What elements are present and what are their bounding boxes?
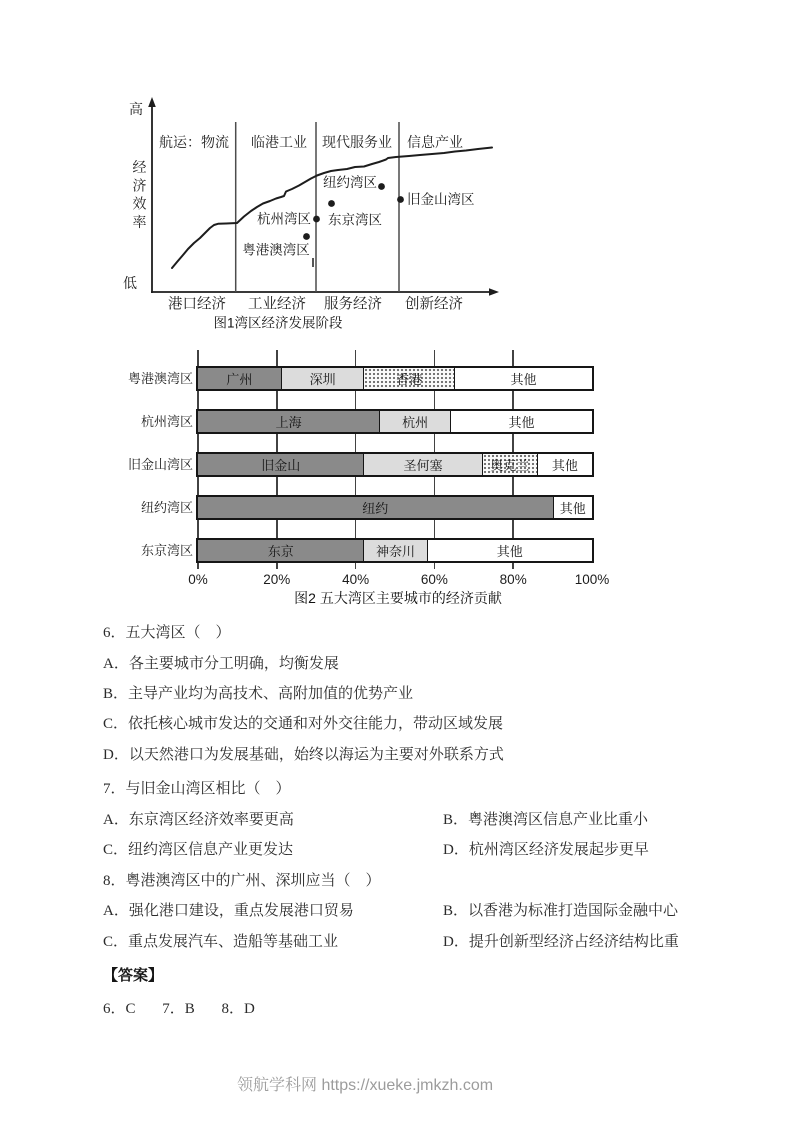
stage-label-4: 创新经济: [405, 296, 463, 313]
bar-tokyo-bay: [196, 538, 594, 563]
y-axis-high-label: 高: [129, 101, 143, 117]
segment-hangzhou-bay-hangzhou: 杭州: [379, 411, 450, 432]
figure2-caption: 图2 五大湾区主要城市的经济贡献: [294, 590, 502, 606]
bar-greater-bay: [196, 366, 594, 391]
zone-label-4: 信息产业: [407, 134, 463, 150]
segment-greater-bay-shenzhen: 深圳: [281, 368, 364, 389]
segment-hangzhou-bay-other: 其他: [450, 411, 592, 432]
answer-q7: 7．B: [162, 1001, 195, 1017]
bar-row-label-greater-bay: 粤港澳湾区: [127, 371, 193, 386]
figure2-city-economic-contribution-chart: [100, 345, 610, 607]
data-point-label-new-york-bay: 纽约湾区: [323, 175, 377, 190]
answer-q6: 6．C: [103, 1001, 136, 1017]
question-8-option-a: A．强化港口建设，重点发展港口贸易: [103, 903, 354, 919]
figure1-plot: [120, 95, 515, 340]
bar-row-label-tokyo-bay: 东京湾区: [140, 543, 193, 558]
segment-san-francisco-bay-san-francisco: 旧金山: [198, 454, 363, 475]
x-tick-label-60%: 60%: [420, 572, 448, 587]
y-axis-title-char-2: 济: [132, 177, 147, 194]
data-point-tokyo-bay: [328, 200, 335, 207]
segment-tokyo-bay-other: 其他: [427, 540, 592, 561]
segment-greater-bay-hongkong: 香港: [363, 368, 454, 389]
data-point-greater-bay: [303, 233, 310, 240]
bar-hangzhou-bay: [196, 409, 594, 434]
development-curve: [172, 148, 492, 269]
bar-row-label-hangzhou-bay: 杭州湾区: [140, 414, 193, 429]
question-7-option-a: A．东京湾区经济效率要更高: [103, 812, 294, 828]
question-8-option-b: B．以香港为标准打造国际金融中心: [443, 903, 679, 919]
x-tick-label-20%: 20%: [263, 572, 291, 587]
figure1-bay-development-stage-chart: [120, 95, 515, 340]
data-point-new-york-bay: [378, 183, 385, 190]
question-8-option-c: C．重点发展汽车、造船等基础工业: [103, 934, 339, 950]
data-point-label-tokyo-bay: 东京湾区: [328, 212, 382, 228]
x-tick-label-40%: 40%: [342, 572, 370, 587]
data-point-hangzhou-bay: [313, 216, 320, 223]
segment-san-francisco-bay-san-jose: 圣何塞: [363, 454, 481, 475]
segment-new-york-bay-other: 其他: [553, 497, 592, 518]
stage-label-1: 港口经济: [168, 296, 226, 313]
zone-label-3: 现代服务业: [322, 134, 392, 150]
bar-san-francisco-bay: [196, 452, 594, 477]
bar-new-york-bay: [196, 495, 594, 520]
question-7-option-c: C．纽约湾区信息产业更发达: [103, 842, 294, 858]
x-tick-label-100%: 100%: [574, 572, 610, 587]
data-point-label-hangzhou-bay: 杭州湾区: [257, 211, 311, 227]
question-6-stem: 6．五大湾区（ ）: [103, 625, 231, 641]
question-6-option-b: B．主导产业均为高技术、高附加值的优势产业: [103, 686, 414, 702]
question-6-option-a: A．各主要城市分工明确，均衡发展: [103, 656, 339, 672]
segment-greater-bay-guangzhou: 广州: [198, 368, 281, 389]
stage-label-2: 工业经济: [248, 296, 306, 313]
x-tick-label-0%: 0%: [188, 572, 208, 587]
y-axis-low-label: 低: [123, 275, 137, 291]
answer-section-heading: 【答案】: [103, 968, 164, 984]
segment-tokyo-bay-tokyo: 东京: [198, 540, 363, 561]
segment-tokyo-bay-kanagawa: 神奈川: [363, 540, 426, 561]
question-7-stem: 7．与旧金山湾区相比（ ）: [103, 781, 291, 797]
watermark-footer: 领航学科网 https://xueke.jmkzh.com: [237, 1077, 494, 1094]
x-axis-arrow-icon: [489, 288, 499, 296]
data-point-san-francisco-bay: [397, 196, 404, 203]
segment-san-francisco-bay-other: 其他: [537, 454, 592, 475]
segment-greater-bay-other: 其他: [454, 368, 592, 389]
question-6-option-c: C．依托核心城市发达的交通和对外交往能力，带动区域发展: [103, 716, 504, 732]
question-7-option-d: D．杭州湾区经济发展起步更早: [443, 842, 649, 858]
data-point-label-greater-bay: 粤港澳湾区: [242, 242, 310, 258]
answer-q8: 8．D: [221, 1001, 255, 1017]
y-axis-title-char-4: 率: [132, 213, 147, 230]
figure1-caption: 图1湾区经济发展阶段: [213, 315, 343, 331]
data-point-label-san-francisco-bay: 旧金山湾区: [407, 192, 475, 207]
question-8-stem: 8．粤港澳湾区中的广州、深圳应当（ ）: [103, 873, 381, 889]
y-axis-arrow-icon: [148, 97, 156, 107]
question-8-option-d: D．提升创新型经济占经济结构比重: [443, 934, 679, 950]
x-tick-label-80%: 80%: [499, 572, 527, 587]
bar-row-label-san-francisco-bay: 旧金山湾区: [127, 457, 193, 472]
stage-label-3: 服务经济: [324, 296, 382, 313]
zone-label-1: 航运：物流: [159, 134, 229, 150]
bar-row-label-new-york-bay: 纽约湾区: [140, 500, 193, 515]
question-6-option-d: D．以天然港口为发展基础，始终以海运为主要对外联系方式: [103, 747, 504, 763]
answer-line: [103, 999, 278, 1019]
segment-san-francisco-bay-oakland: 奥克兰: [482, 454, 537, 475]
y-axis-title-char-3: 效: [132, 195, 147, 212]
y-axis-title-char-1: 经: [132, 159, 147, 175]
question-7-option-b: B．粤港澳湾区信息产业比重小: [443, 812, 649, 828]
segment-new-york-bay-new-york: 纽约: [198, 497, 553, 518]
zone-label-2: 临港工业: [251, 134, 307, 150]
segment-hangzhou-bay-shanghai: 上海: [198, 411, 379, 432]
